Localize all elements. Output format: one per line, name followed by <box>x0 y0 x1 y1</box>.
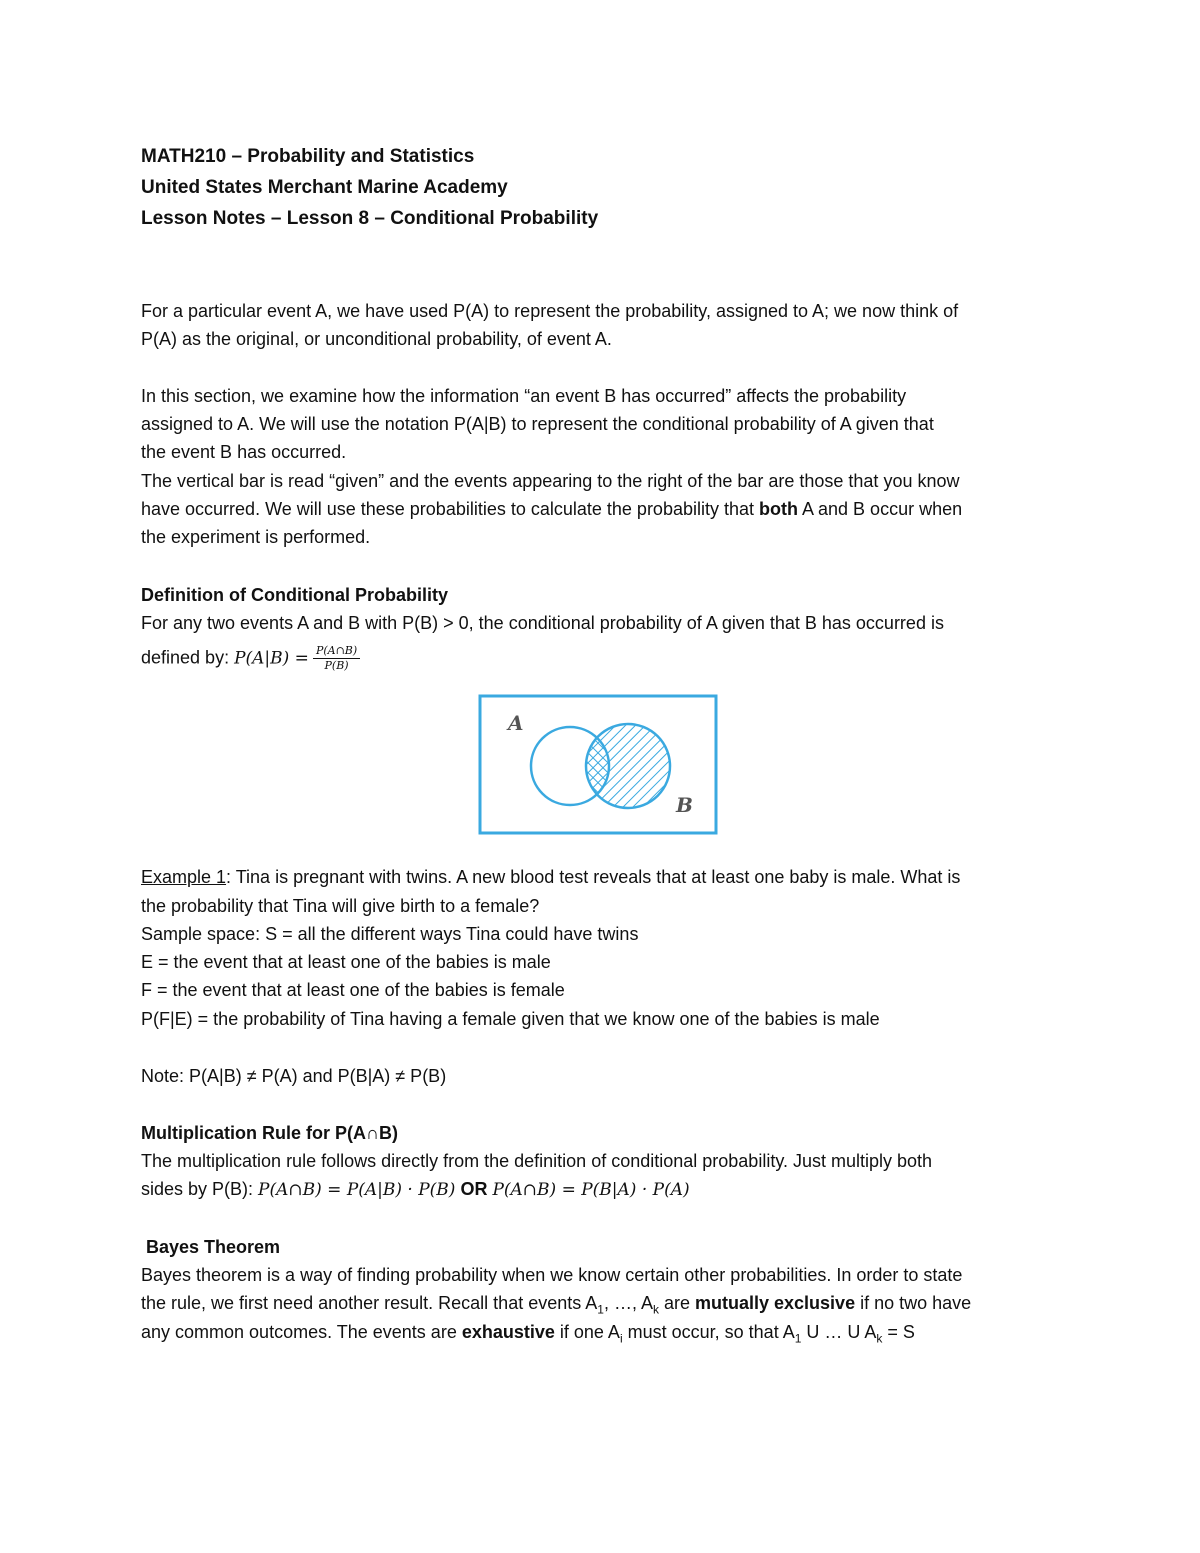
formula-denominator: P(B) <box>324 659 349 672</box>
subscript: 1 <box>794 1331 802 1346</box>
formula-numerator: P(A∩B) <box>313 644 360 659</box>
venn-label-b: B <box>676 793 693 817</box>
bayes-line <box>141 1320 915 1344</box>
formula-multiplication-1: P(A∩B) = P(A|B) · P(B) <box>258 1180 456 1200</box>
subscript: k <box>652 1302 659 1317</box>
definition-line: For any two events A and B with P(B) > 0, the conditional probability of A given that B has occurred is <box>141 613 944 633</box>
subscript: k <box>876 1331 883 1346</box>
example-line: E = the event that at least one of the babies is male <box>141 952 551 972</box>
formula-fraction <box>313 644 360 673</box>
bayes-text: , …, A <box>603 1293 653 1313</box>
example-line: F = the event that at least one of the babies is female <box>141 980 565 1000</box>
intro-line: In this section, we examine how the information “an event B has occurred” affects the probability <box>141 386 907 406</box>
note-line: Note: P(A|B) ≠ P(A) and P(B|A) ≠ P(B) <box>141 1066 447 1086</box>
venn-diagram <box>478 694 718 836</box>
definition-heading: Definition of Conditional Probability <box>141 585 448 605</box>
bayes-text: if no two have <box>855 1293 972 1313</box>
example-line: the probability that Tina will give birth to a female? <box>141 896 540 916</box>
definition-formula-line <box>141 644 360 673</box>
subscript: 1 <box>597 1302 604 1317</box>
subscript: i <box>619 1331 623 1346</box>
bayes-text: are <box>658 1293 695 1313</box>
multiplication-line: The multiplication rule follows directly from the definition of conditional probability. Just multiply both <box>141 1151 933 1171</box>
bayes-text: = S <box>882 1322 915 1342</box>
emphasis-both: both <box>759 499 798 519</box>
bayes-heading: Bayes Theorem <box>146 1237 281 1257</box>
bayes-text: must occur, so that A <box>622 1322 795 1342</box>
term-mutually-exclusive: mutually exclusive <box>695 1293 856 1313</box>
bayes-text: if one A <box>554 1322 620 1342</box>
intro-line: the event B has occurred. <box>141 442 347 462</box>
school-name: United States Merchant Marine Academy <box>141 177 508 198</box>
example-line: Sample space: S = all the different ways Tina could have twins <box>141 924 639 944</box>
multiplication-formula-line <box>141 1177 690 1202</box>
venn-label-a: A <box>508 711 524 735</box>
intro-text: have occurred. We will use these probabilities to calculate the probability that <box>141 499 760 519</box>
bayes-line: Bayes theorem is a way of finding probability when we know certain other probabilities. In order to state <box>141 1265 963 1285</box>
intro-line: The vertical bar is read “given” and the events appearing to the right of the bar are those that you know <box>141 471 960 491</box>
intro-line: assigned to A. We will use the notation P(A|B) to represent the conditional probability of A given that <box>141 414 934 434</box>
bayes-text: any common outcomes. The events are <box>141 1322 462 1342</box>
intro-text: A and B occur when <box>798 499 963 519</box>
formula-lhs: P(A|B) = <box>234 648 309 669</box>
multiplication-text: sides by P(B): <box>141 1179 259 1199</box>
intro-line: P(A) as the original, or unconditional probability, of event A. <box>141 329 612 349</box>
lesson-title: Lesson Notes – Lesson 8 – Conditional Probability <box>141 208 599 229</box>
example-line: P(F|E) = the probability of Tina having a female given that we know one of the babies is male <box>141 1009 880 1029</box>
multiplication-heading: Multiplication Rule for P(A∩B) <box>141 1123 398 1143</box>
intro-line <box>141 497 962 521</box>
example-line <box>141 865 960 889</box>
bayes-line <box>141 1291 971 1315</box>
formula-multiplication-2: P(A∩B) = P(B|A) · P(A) <box>492 1180 690 1200</box>
bayes-text: U … U A <box>801 1322 877 1342</box>
term-exhaustive: exhaustive <box>461 1322 555 1342</box>
bayes-text: the rule, we first need another result. Recall that events A <box>141 1293 598 1313</box>
intro-line: the experiment is performed. <box>141 527 371 547</box>
example-text: : Tina is pregnant with twins. A new blood test reveals that at least one baby is male. What is <box>226 867 961 887</box>
definition-text: defined by: <box>141 647 235 668</box>
intro-line: For a particular event A, we have used P(A) to represent the probability, assigned to A; we now think of <box>141 301 959 321</box>
example-label: Example 1 <box>141 867 227 887</box>
formula-or: OR <box>455 1179 493 1199</box>
course-title: MATH210 – Probability and Statistics <box>141 146 475 167</box>
